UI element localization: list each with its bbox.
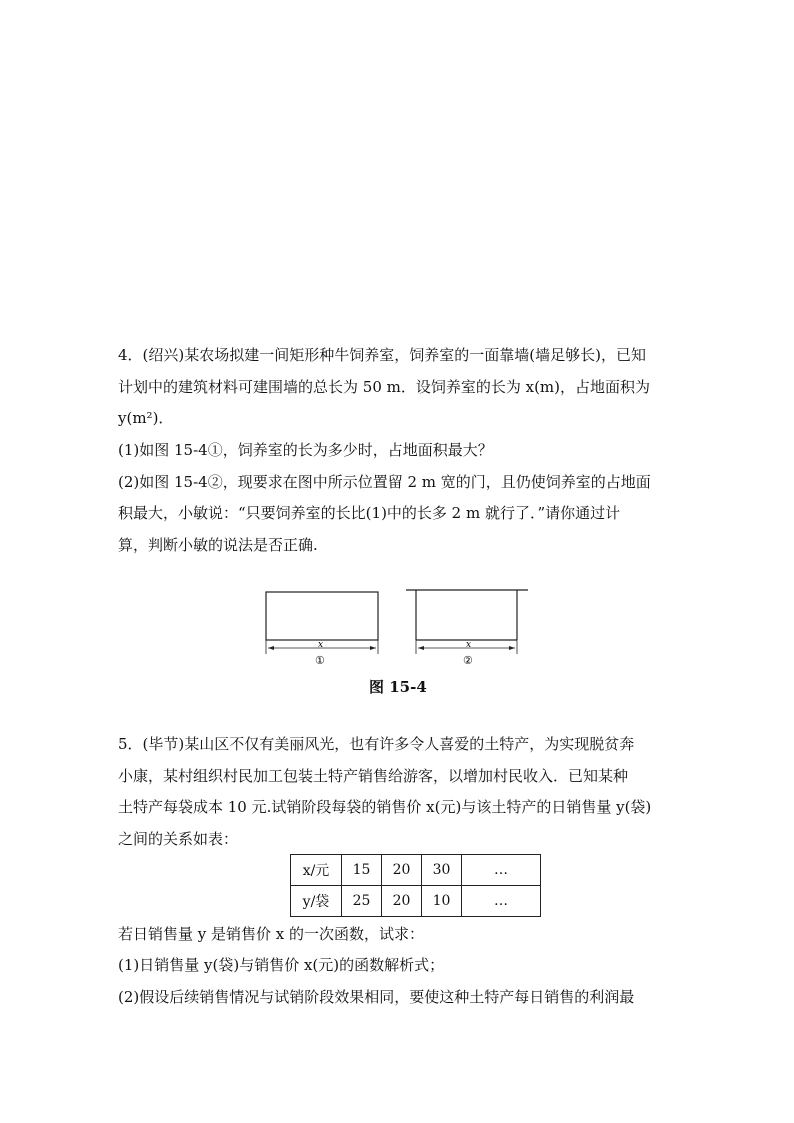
table-cell: 30 [422,855,462,886]
figure-diagram-2 [406,590,528,667]
table-cell: 15 [342,855,382,886]
problem5-line2: 小康，某村组织村民加工包装土特产销售给游客，以增加村民收入．已知某种 [118,767,629,785]
problem5-part1: (1)日销售量 y(袋)与销售价 x(元)的函数解析式； [118,956,445,974]
table-row [291,855,541,886]
problem5-line3: 土特产每袋成本 10 元.试销阶段每袋的销售价 x(元)与该土特产的日销售量 y(袋) [118,798,652,816]
table-cell: 20 [382,886,422,917]
problem5-part2: (2)假设后续销售情况与试销阶段效果相同，要使这种土特产每日销售的利润最 [118,988,635,1006]
figure-1-x-label: x [318,640,324,650]
problem4-part2-line3: 算，判断小敏的说法是否正确. [118,536,318,554]
problem4-line2: 计划中的建筑材料可建围墙的总长为 50 m．设饲养室的长为 x(m)，占地面积为 [118,378,651,396]
figure-caption: 图 15-4 [369,678,427,696]
problem5-line4: 之间的关系如表： [118,830,239,848]
table-row [291,886,541,917]
table-cell: 25 [342,886,382,917]
table-cell: y/袋 [291,886,342,917]
problem4-line3: y(m²)． [118,409,174,427]
figure-2-x-label: x [466,640,472,650]
problem4-part2-line2: 积最大，小敏说：“只要饲养室的长比(1)中的长多 2 m 就行了．”请你通过计 [118,504,621,522]
table-cell: … [462,855,541,886]
problem5-line5: 若日销售量 y 是销售价 x 的一次函数，试求： [118,925,425,943]
figure-diagram-1 [266,592,378,667]
table-cell: 20 [382,855,422,886]
problem4-line1: 4．(绍兴)某农场拟建一间矩形种牛饲养室，饲养室的一面靠墙(墙足够长)，已知 [118,346,646,364]
table-cell: 10 [422,886,462,917]
price-sales-table [290,854,541,917]
figure-15-4 [260,584,540,670]
problem4-part1: (1)如图 15-4①，饲养室的长为多少时，占地面积最大？ [118,441,493,459]
table-cell: … [462,886,541,917]
problem4-part2-line1: (2)如图 15-4②，现要求在图中所示位置留 2 m 宽的门，且仍使饲养室的占地面 [118,473,651,491]
figure-1-circle-label: ① [315,654,325,667]
figure-2-circle-label: ② [463,654,473,667]
table-cell: x/元 [291,855,342,886]
problem5-line1: 5．(毕节)某山区不仅有美丽风光，也有许多令人喜爱的土特产，为实现脱贫奔 [118,735,635,753]
